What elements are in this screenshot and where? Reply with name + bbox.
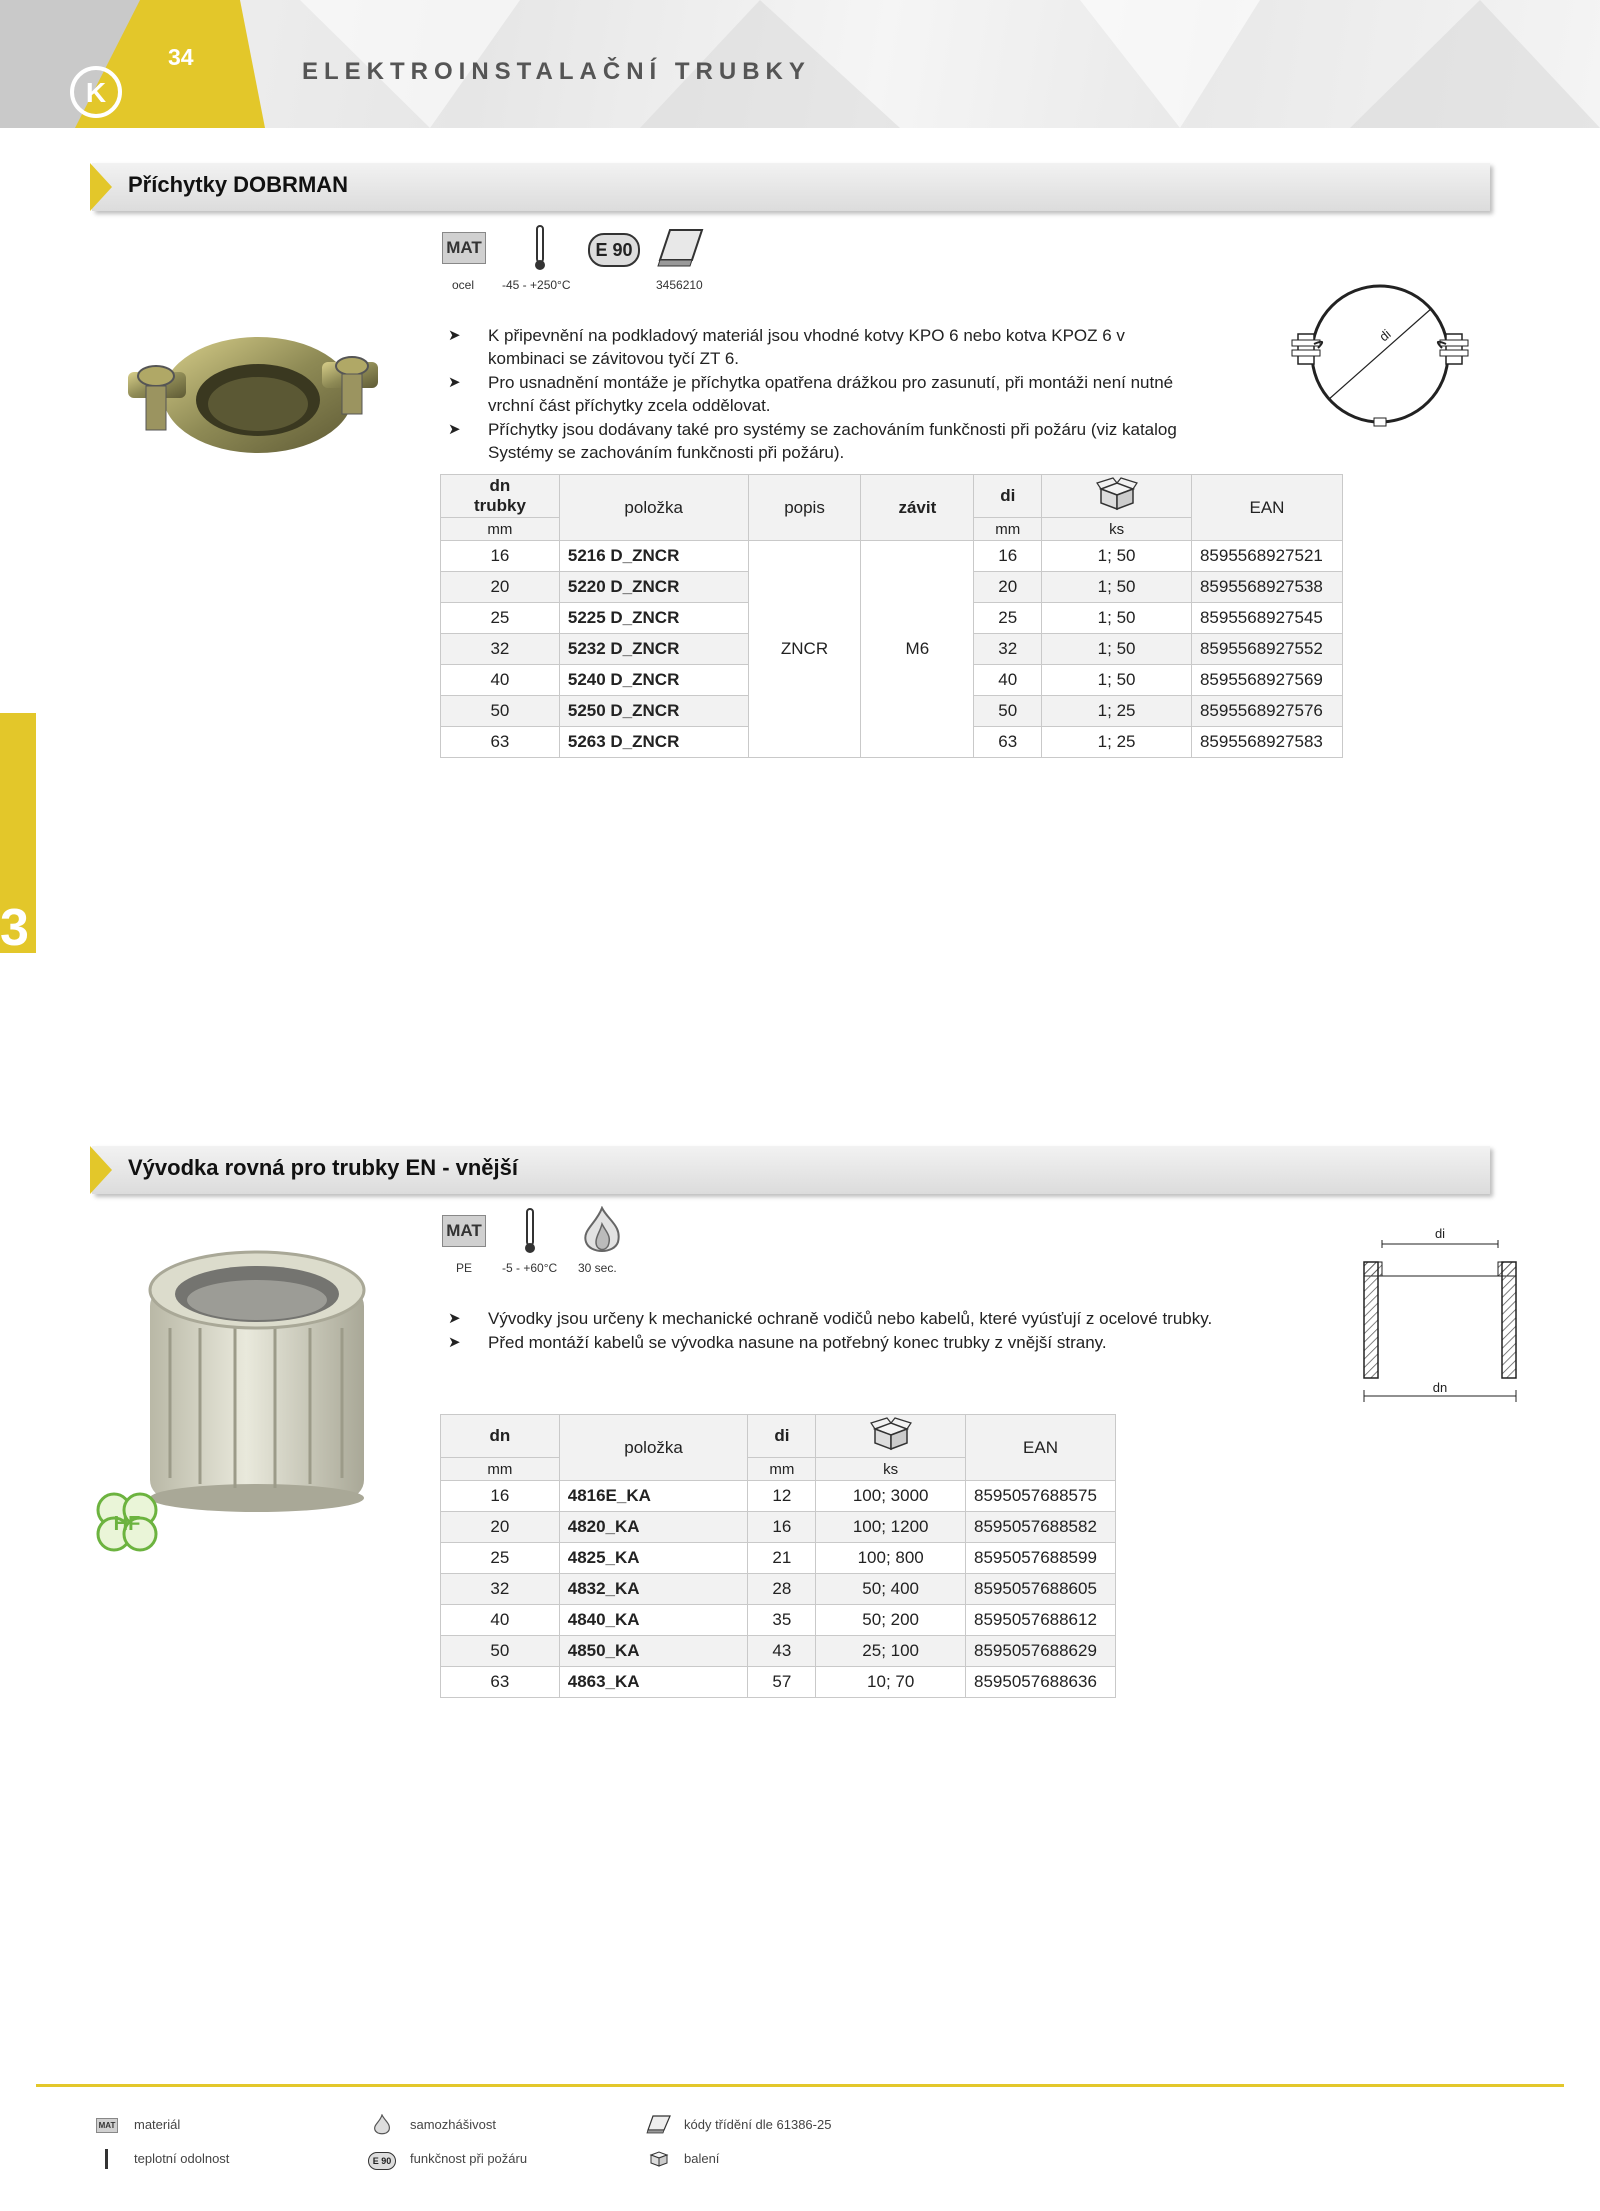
table-row — [441, 1512, 1116, 1543]
unit-ks: ks — [816, 1458, 966, 1481]
bullet-line: K připevnění na podkladový materiál jsou vhodné kotvy KPO 6 nebo kotva KPOZ 6 v — [488, 326, 1125, 345]
cell-ean: 8595568927576 — [1191, 696, 1342, 727]
gland-product-image — [140, 1228, 380, 1512]
col-header-polozka: položka — [559, 1415, 748, 1481]
cell-polozka: 4832_KA — [559, 1574, 748, 1605]
e90-icon: E 90 — [588, 233, 640, 267]
clamp-diagram — [1278, 282, 1482, 428]
cell-polozka: 5250 D_ZNCR — [559, 696, 748, 727]
cell-ean: 8595057688612 — [966, 1605, 1116, 1636]
icon-label-code: 3456210 — [656, 278, 703, 292]
cell-ean: 8595568927521 — [1191, 541, 1342, 572]
cell-ean: 8595057688582 — [966, 1512, 1116, 1543]
cell-polozka: 5232 D_ZNCR — [559, 634, 748, 665]
cell-ean: 8595568927569 — [1191, 665, 1342, 696]
table-row — [441, 1605, 1116, 1636]
cell-ks: 100; 1200 — [816, 1512, 966, 1543]
section-arrow — [90, 163, 112, 211]
cell-ean: 8595057688636 — [966, 1667, 1116, 1698]
self-extinguishing-icon — [372, 2114, 392, 2136]
cell-ks: 10; 70 — [816, 1667, 966, 1698]
bullet-arrow-icon: ➤ — [448, 327, 461, 344]
bullet-line: Vývodky jsou určeny k mechanické ochraně vodičů nebo kabelů, které vyúsťují z ocelové trubky. — [488, 1309, 1213, 1328]
col-header-ean: EAN — [966, 1415, 1116, 1481]
bullet-line: Systémy se zachováním funkčnosti při požáru). — [488, 443, 845, 462]
gland-diagram — [1350, 1220, 1530, 1410]
cell-dn: 25 — [441, 603, 560, 634]
cell-di: 28 — [748, 1574, 816, 1605]
cell-di: 50 — [974, 696, 1042, 727]
cell-ean: 8595568927538 — [1191, 572, 1342, 603]
cell-di: 25 — [974, 603, 1042, 634]
cell-di: 16 — [974, 541, 1042, 572]
bullet-arrow-icon: ➤ — [448, 1310, 461, 1327]
table-row — [441, 1574, 1116, 1605]
cell-ks: 1; 50 — [1042, 634, 1192, 665]
svg-text:di: di — [1376, 326, 1394, 345]
box-icon — [648, 2148, 670, 2168]
section-title: Příchytky DOBRMAN — [128, 172, 349, 197]
cell-ks: 100; 3000 — [816, 1481, 966, 1512]
chapter-title: ELEKTROINSTALAČNÍ TRUBKY — [302, 58, 811, 85]
company-logo — [68, 64, 124, 120]
side-chapter-number: 3 — [0, 899, 29, 957]
table-row — [441, 1543, 1116, 1574]
table-row — [441, 1667, 1116, 1698]
cell-polozka: 5263 D_ZNCR — [559, 727, 748, 758]
thermometer-icon — [520, 1207, 540, 1255]
icon-label-material: PE — [456, 1261, 473, 1275]
table-row — [441, 1481, 1116, 1512]
svg-text:HF: HF — [113, 1513, 141, 1535]
col-header-packaging — [816, 1415, 966, 1458]
cell-ean: 8595568927552 — [1191, 634, 1342, 665]
cell-ks: 1; 50 — [1042, 572, 1192, 603]
icon-label-burn-time: 30 sec. — [578, 1261, 617, 1275]
col-header-dn: dn trubky — [441, 475, 560, 518]
cell-polozka: 4816E_KA — [559, 1481, 748, 1512]
cell-polozka: 4850_KA — [559, 1636, 748, 1667]
cell-ean: 8595057688605 — [966, 1574, 1116, 1605]
section-title: Vývodka rovná pro trubky EN - vnější — [128, 1155, 519, 1180]
box-icon — [1095, 477, 1139, 511]
unit-dn: mm — [441, 1458, 560, 1481]
cell-ks: 1; 25 — [1042, 696, 1192, 727]
cell-ks: 50; 400 — [816, 1574, 966, 1605]
cell-di: 32 — [974, 634, 1042, 665]
cell-zavit: M6 — [861, 541, 974, 758]
bullet-arrow-icon: ➤ — [448, 421, 461, 438]
product-table — [440, 1414, 1116, 1698]
cell-polozka: 5216 D_ZNCR — [559, 541, 748, 572]
header-accent-shape — [0, 0, 270, 128]
legend-material: materiál — [134, 2117, 181, 2132]
mat-icon: MAT — [442, 232, 486, 264]
cell-polozka: 4863_KA — [559, 1667, 748, 1698]
col-header-zavit: závit — [861, 475, 974, 541]
self-extinguishing-icon — [578, 1206, 626, 1256]
thermometer-icon — [104, 2148, 110, 2170]
cell-dn: 32 — [441, 634, 560, 665]
cell-dn: 63 — [441, 727, 560, 758]
cell-dn: 20 — [441, 1512, 560, 1543]
col-header-di: di — [974, 475, 1042, 518]
cell-di: 43 — [748, 1636, 816, 1667]
bullet-item — [448, 324, 1288, 370]
legend-fire-function: funkčnost při požáru — [410, 2151, 528, 2166]
bullet-item — [448, 1307, 1388, 1330]
bullet-arrow-icon: ➤ — [448, 1334, 461, 1351]
bullet-arrow-icon: ➤ — [448, 374, 461, 391]
icon-label-material: ocel — [452, 278, 475, 292]
unit-ks: ks — [1042, 518, 1192, 541]
cell-ks: 100; 800 — [816, 1543, 966, 1574]
cell-polozka: 5220 D_ZNCR — [559, 572, 748, 603]
cell-ean: 8595057688629 — [966, 1636, 1116, 1667]
bullet-line: kombinaci se závitovou tyčí ZT 6. — [488, 349, 740, 368]
cell-polozka: 5225 D_ZNCR — [559, 603, 748, 634]
unit-di: mm — [748, 1458, 816, 1481]
cell-ean: 8595568927583 — [1191, 727, 1342, 758]
cell-di: 16 — [748, 1512, 816, 1543]
legend-temperature: teplotní odolnost — [134, 2151, 230, 2166]
cell-polozka: 4825_KA — [559, 1543, 748, 1574]
bullet-line: Před montáží kabelů se vývodka nasune na potřebný konec trubky z vnější strany. — [488, 1333, 1107, 1352]
svg-text:di: di — [1434, 1226, 1446, 1241]
col-header-dn: dn — [441, 1415, 560, 1458]
cell-di: 35 — [748, 1605, 816, 1636]
page-number: 34 — [168, 44, 194, 70]
section-arrow — [90, 1146, 112, 1194]
col-header-di: di — [748, 1415, 816, 1458]
cell-di: 12 — [748, 1481, 816, 1512]
legend-self-extinguishing: samozhášivost — [410, 2117, 496, 2132]
cell-dn: 32 — [441, 1574, 560, 1605]
e90-icon: E 90 — [368, 2152, 396, 2170]
cell-di: 21 — [748, 1543, 816, 1574]
col-header-popis: popis — [748, 475, 861, 541]
product-table — [440, 474, 1343, 758]
table-row — [441, 541, 1343, 572]
clamp-product-image — [108, 300, 388, 480]
svg-text:K: K — [85, 77, 107, 108]
bullet-item — [448, 371, 1288, 417]
cell-ean: 8595057688599 — [966, 1543, 1116, 1574]
cell-di: 63 — [974, 727, 1042, 758]
svg-text:dn: dn — [1432, 1380, 1448, 1395]
cell-ks: 1; 25 — [1042, 727, 1192, 758]
thermometer-icon — [530, 224, 550, 272]
bullet-item — [448, 418, 1288, 464]
cell-dn: 50 — [441, 1636, 560, 1667]
cell-di: 20 — [974, 572, 1042, 603]
col-header-polozka: položka — [559, 475, 748, 541]
footer-divider — [36, 2084, 1564, 2087]
cell-popis: ZNCR — [748, 541, 861, 758]
unit-di: mm — [974, 518, 1042, 541]
cell-dn: 40 — [441, 1605, 560, 1636]
legend-codes: kódy třídění dle 61386-25 — [684, 2117, 832, 2132]
cell-ks: 1; 50 — [1042, 665, 1192, 696]
cell-dn: 20 — [441, 572, 560, 603]
cell-polozka: 4820_KA — [559, 1512, 748, 1543]
col-header-ean: EAN — [1191, 475, 1342, 541]
icon-label-temperature: -5 - +60°C — [502, 1261, 558, 1275]
cell-dn: 40 — [441, 665, 560, 696]
cell-ean: 8595057688575 — [966, 1481, 1116, 1512]
cell-dn: 50 — [441, 696, 560, 727]
icon-label-temperature: -45 - +250°C — [502, 278, 571, 292]
cell-dn: 25 — [441, 1543, 560, 1574]
col-header-packaging — [1042, 475, 1192, 518]
mat-icon: MAT — [96, 2118, 118, 2133]
bullet-line: Příchytky jsou dodávany také pro systémy se zachováním funkčnosti při požáru (viz katalog — [488, 420, 1177, 439]
legend-packaging: balení — [684, 2151, 720, 2166]
cell-ks: 1; 50 — [1042, 603, 1192, 634]
bullet-line: Pro usnadnění montáže je příchytka opatřena drážkou pro zasunutí, při montáži není nutné — [488, 373, 1174, 392]
cell-dn: 16 — [441, 541, 560, 572]
cell-ks: 1; 50 — [1042, 541, 1192, 572]
box-icon — [869, 1417, 913, 1451]
cell-di: 40 — [974, 665, 1042, 696]
hf-badge — [92, 1490, 162, 1554]
cell-dn: 16 — [441, 1481, 560, 1512]
classification-code-icon — [646, 2114, 672, 2134]
mat-icon: MAT — [442, 1215, 486, 1247]
unit-dn: mm — [441, 518, 560, 541]
bullet-item — [448, 1331, 1388, 1354]
cell-ks: 50; 200 — [816, 1605, 966, 1636]
table-row — [441, 1636, 1116, 1667]
cell-dn: 63 — [441, 1667, 560, 1698]
classification-code-icon — [656, 226, 706, 268]
cell-polozka: 4840_KA — [559, 1605, 748, 1636]
bullet-line: vrchní část příchytky zcela oddělovat. — [488, 396, 771, 415]
cell-ean: 8595568927545 — [1191, 603, 1342, 634]
cell-ks: 25; 100 — [816, 1636, 966, 1667]
cell-di: 57 — [748, 1667, 816, 1698]
cell-polozka: 5240 D_ZNCR — [559, 665, 748, 696]
